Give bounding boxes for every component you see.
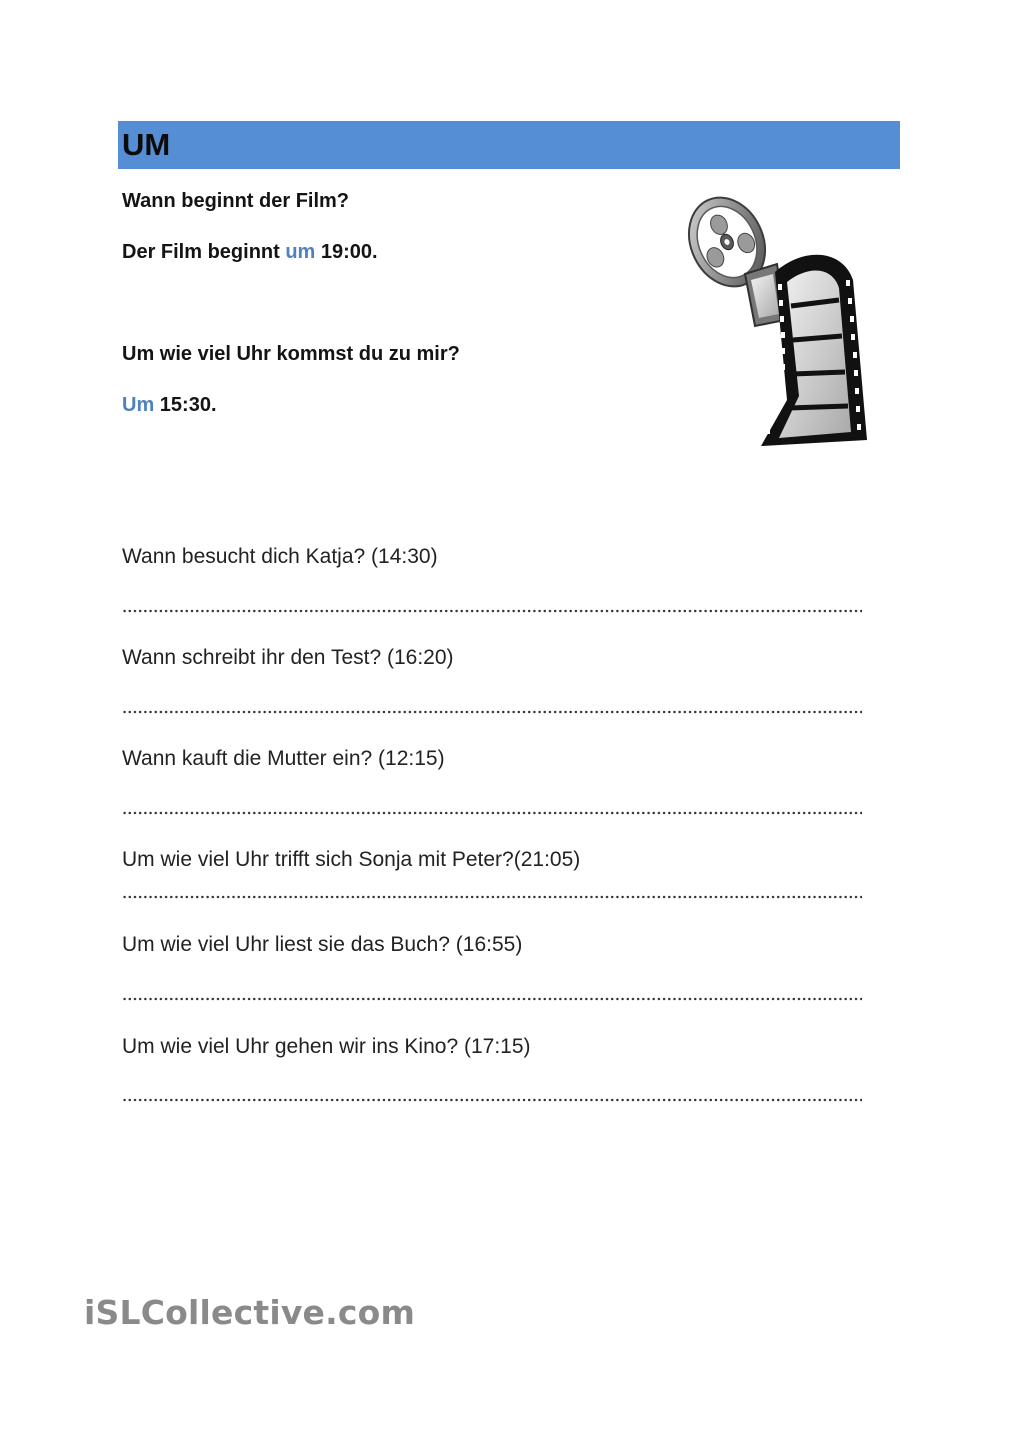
watermark: iSLCollective.com xyxy=(84,1293,416,1332)
example-question-2: Um wie viel Uhr kommst du zu mir? xyxy=(122,343,460,365)
exercise-question-2: Wann schreibt ihr den Test? (16:20) xyxy=(122,646,454,669)
example-answer-2 xyxy=(122,392,217,418)
answer-line-3[interactable] xyxy=(122,810,862,816)
exercise-question-5: Um wie viel Uhr liest sie das Buch? (16:55) xyxy=(122,933,523,956)
exercise-question-1: Wann besucht dich Katja? (14:30) xyxy=(122,545,438,568)
answer-line-1[interactable] xyxy=(122,608,862,614)
section-header xyxy=(118,121,900,169)
example-answer-1-end: 19:00. xyxy=(315,241,378,263)
answer-line-4[interactable] xyxy=(122,894,862,900)
film-reel-icon xyxy=(675,180,887,446)
example-question-1: Wann beginnt der Film? xyxy=(122,190,350,212)
answer-line-6[interactable] xyxy=(122,1097,862,1103)
exercise-question-4: Um wie viel Uhr trifft sich Sonja mit Peter?(21:05) xyxy=(122,848,581,871)
answer-line-5[interactable] xyxy=(122,996,862,1002)
example-answer-2-end: 15:30. xyxy=(154,394,217,416)
exercise-question-3: Wann kauft die Mutter ein? (12:15) xyxy=(122,747,445,770)
example-answer-1 xyxy=(122,239,378,265)
highlight-um: um xyxy=(285,241,316,263)
section-title: UM xyxy=(122,127,171,162)
highlight-um-capital: Um xyxy=(122,394,155,416)
example-answer-1-start: Der Film beginnt xyxy=(122,241,286,263)
exercise-question-6: Um wie viel Uhr gehen wir ins Kino? (17:15) xyxy=(122,1035,531,1058)
answer-line-2[interactable] xyxy=(122,709,862,715)
